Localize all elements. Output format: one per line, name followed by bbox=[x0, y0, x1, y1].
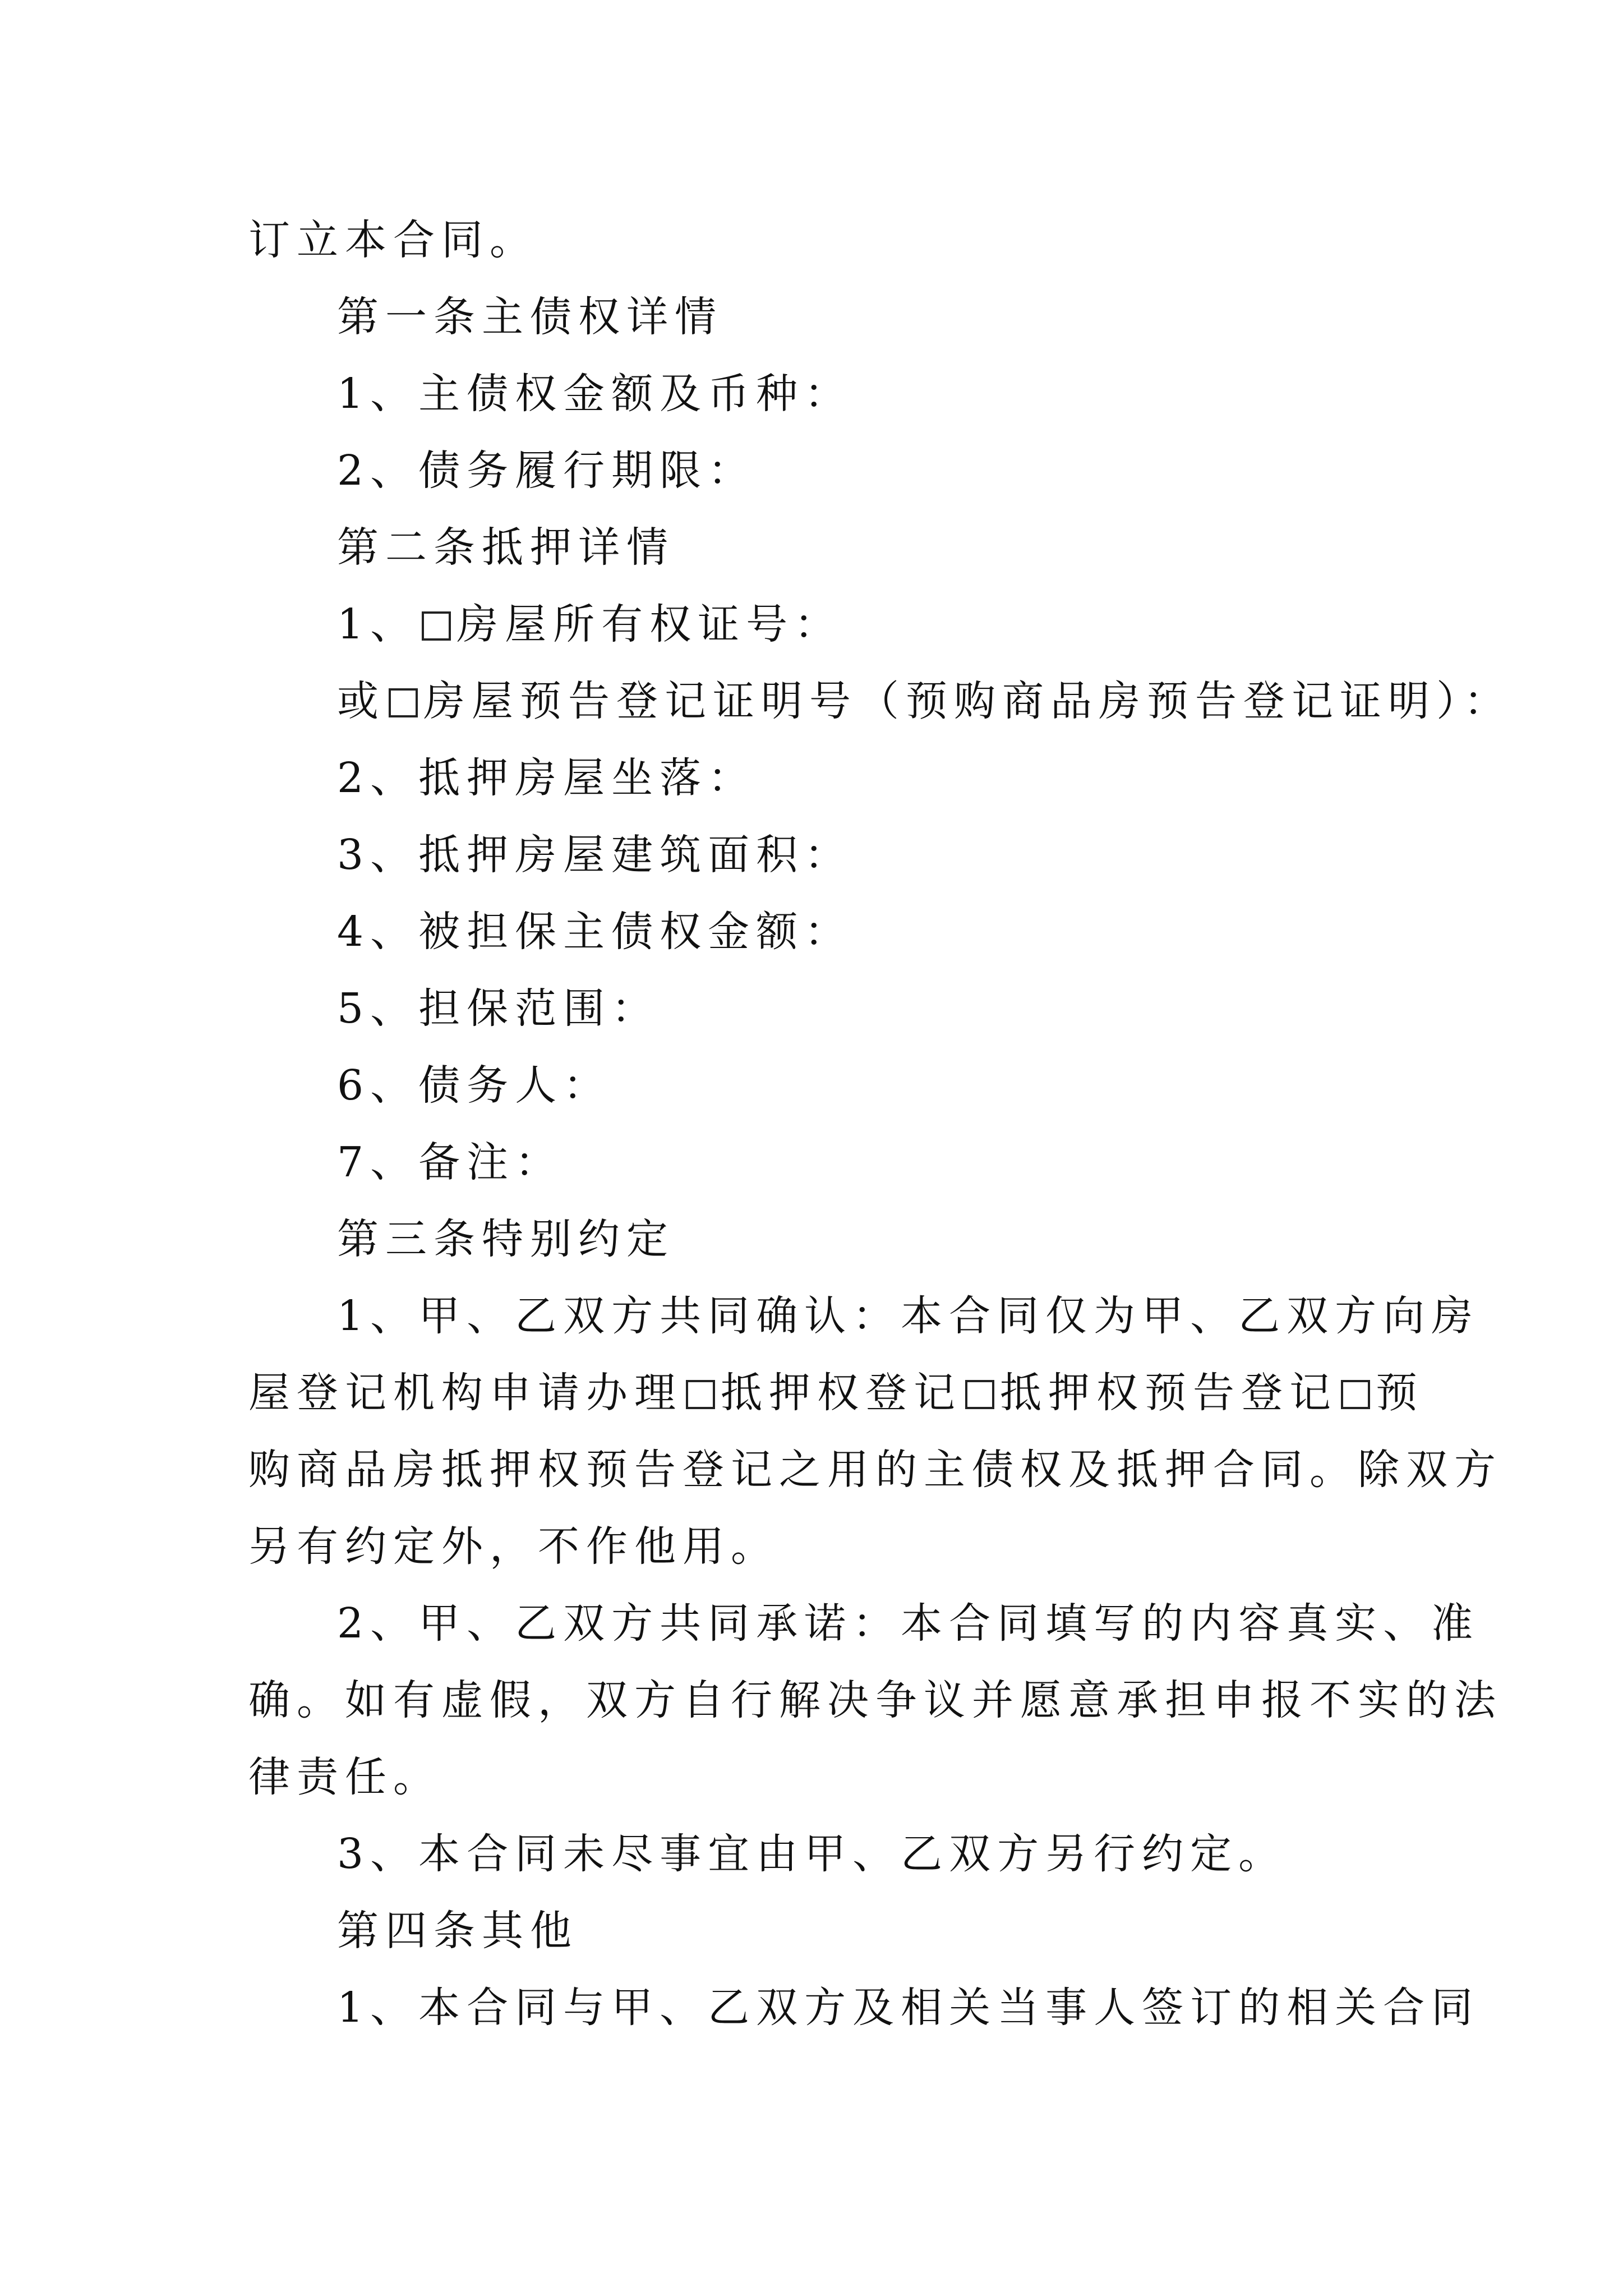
text-line: 2、甲、乙双方共同承诺：本合同填写的内容真实、准 bbox=[337, 1599, 1480, 1648]
text-line: 1、甲、乙双方共同确认：本合同仅为甲、乙双方向房 bbox=[337, 1292, 1480, 1340]
text-line: 订立本合同。 bbox=[248, 216, 538, 264]
text-line: 1、主债权金额及币种： bbox=[337, 370, 853, 418]
checkbox[interactable] bbox=[965, 1380, 994, 1409]
text-line bbox=[248, 586, 1379, 663]
checkbox[interactable] bbox=[422, 611, 451, 641]
text-line: 3、本合同未尽事宜由甲、乙双方另行约定。 bbox=[337, 1830, 1287, 1878]
text-line: 购商品房抵押权预告登记之用的主债权及抵押合同。除双方 bbox=[248, 1446, 1502, 1494]
text-line: 7、备注： bbox=[337, 1138, 564, 1186]
text-line: 2、抵押房屋坐落： bbox=[337, 754, 757, 802]
text-line: 1、本合同与甲、乙双方及相关当事人签订的相关合同 bbox=[337, 1984, 1480, 2032]
text-line: 3、抵押房屋建筑面积： bbox=[337, 831, 853, 879]
section-heading: 第四条其他 bbox=[337, 1907, 578, 1955]
text-span: 抵押权预告登记 bbox=[1000, 1369, 1338, 1417]
section-heading: 第一条主债权详情 bbox=[337, 293, 723, 341]
contract-body bbox=[248, 202, 1512, 2046]
checkbox[interactable] bbox=[1341, 1380, 1370, 1409]
text-span: 屋登记机构申请办理 bbox=[248, 1369, 683, 1417]
text-span: 房屋预告登记证明号（预购商品房预告登记证明）： bbox=[423, 677, 1512, 725]
text-line: 确。如有虚假，双方自行解决争议并愿意承担申报不实的法 bbox=[248, 1676, 1502, 1724]
text-line bbox=[248, 1355, 1424, 1432]
text-line: 另有约定外，不作他用。 bbox=[248, 1522, 779, 1571]
text-line: 5、担保范围： bbox=[337, 984, 660, 1033]
text-line: 6、债务人： bbox=[337, 1061, 612, 1110]
text-span: 1、 bbox=[337, 600, 419, 648]
text-line: 律责任。 bbox=[248, 1753, 441, 1801]
section-heading: 第三条特别约定 bbox=[337, 1215, 675, 1263]
checkbox[interactable] bbox=[389, 688, 418, 717]
text-line: 2、债务履行期限： bbox=[337, 447, 757, 495]
text-line bbox=[248, 663, 1512, 740]
text-span: 房屋所有权证号： bbox=[457, 600, 843, 648]
text-span: 预 bbox=[1376, 1369, 1424, 1417]
text-line: 4、被担保主债权金额： bbox=[337, 908, 853, 956]
text-span: 或 bbox=[337, 677, 385, 725]
section-heading: 第二条抵押详情 bbox=[337, 523, 675, 572]
checkbox[interactable] bbox=[686, 1380, 715, 1409]
text-span: 抵押权登记 bbox=[721, 1369, 962, 1417]
